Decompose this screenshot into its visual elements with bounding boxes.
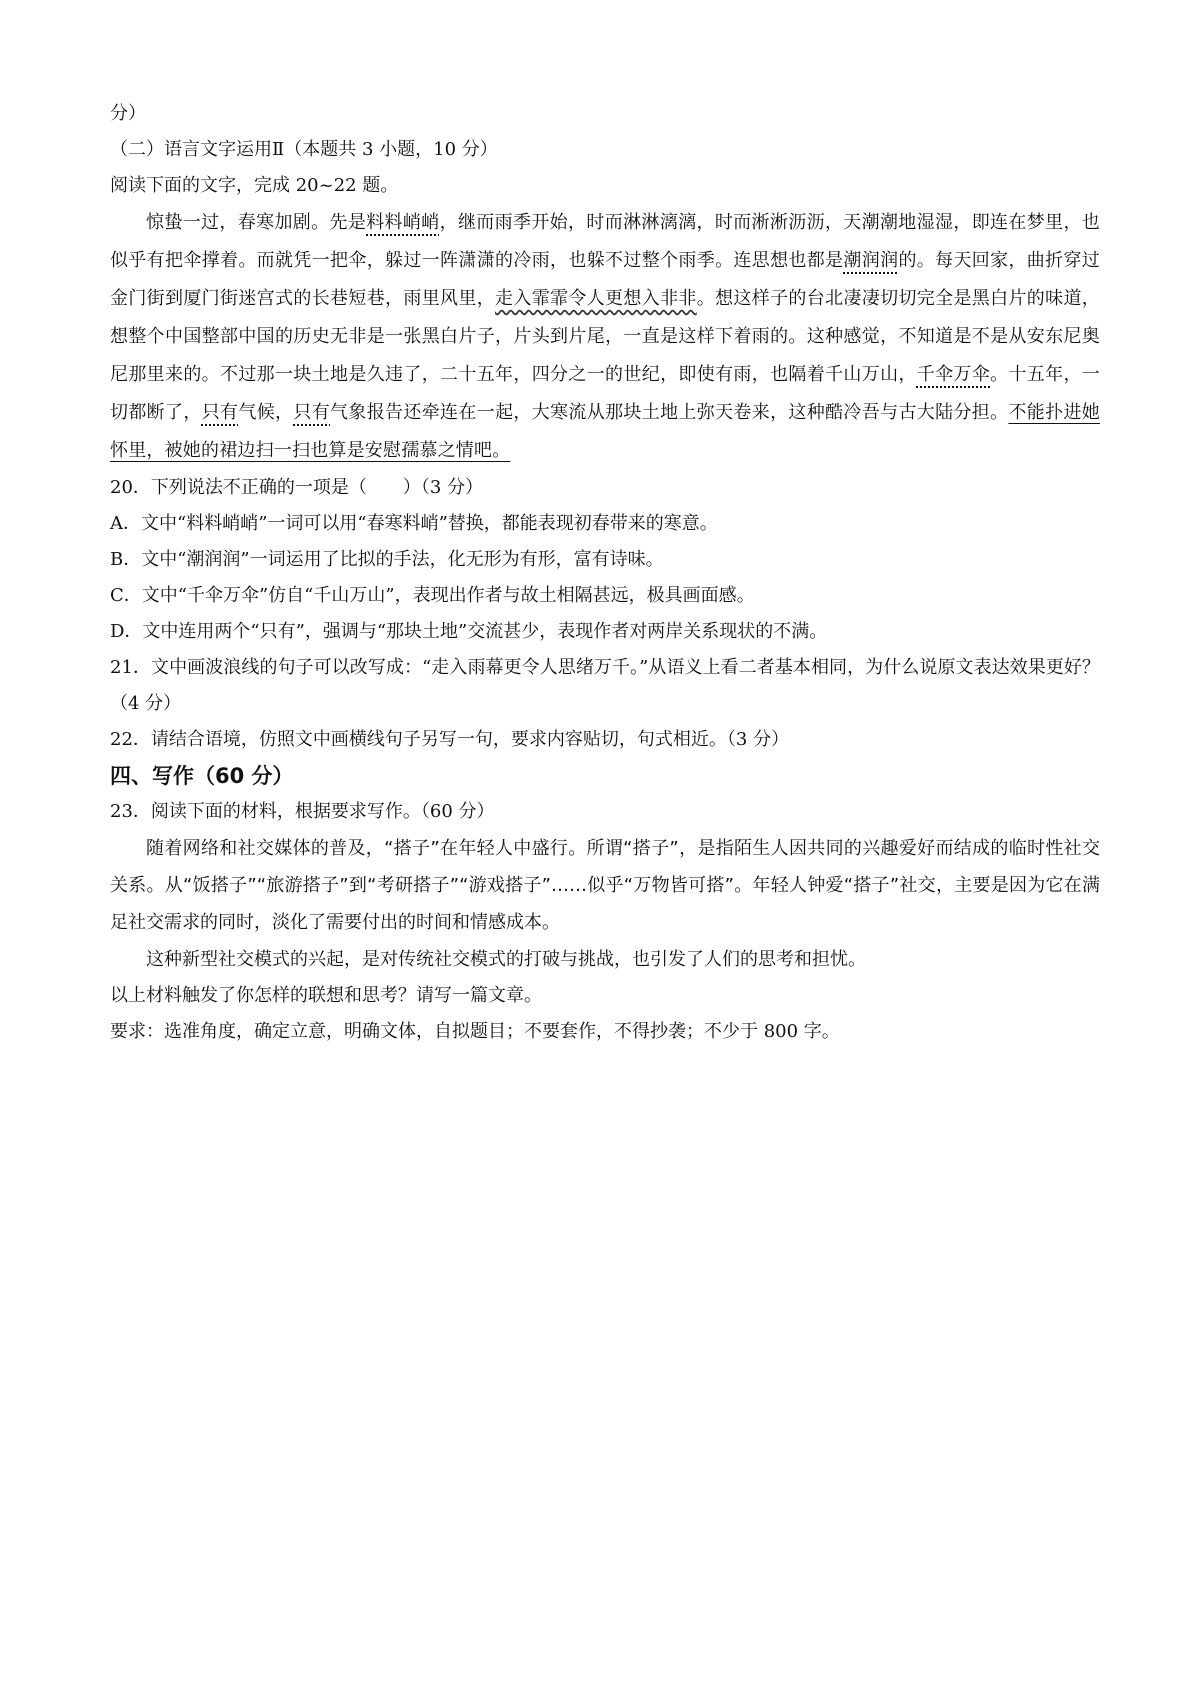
previous-question-fragment: 分） bbox=[110, 103, 146, 124]
dotted-phrase-qiansanwansan: 千伞万伞 bbox=[916, 364, 991, 385]
question-20-option-b: B．文中“潮润润”一词运用了比拟的手法，化无形为有形，富有诗味。 bbox=[110, 549, 664, 570]
question-22: 22．请结合语境，仿照文中画横线句子另写一句，要求内容贴切，句式相近。（3 分） bbox=[110, 729, 790, 750]
section-4-heading: 四、写作（60 分） bbox=[110, 764, 294, 788]
exam-page bbox=[110, 96, 1100, 1050]
writing-material-paragraph-1: 随着网络和社交媒体的普及，“搭子”在年轻人中盛行。所谓“搭子”，是指陌生人因共同的兴趣爱好而结成的临时性社交关系。从“饭搭子”“旅游搭子”到“考研搭子”“游戏搭子”……似乎“万物皆可搭”。年轻人钟爱“搭子”社交，主要是因为它在满足社交需求的同时，淡化了需要付出的时间和情感成本。 bbox=[110, 838, 1100, 933]
wavy-underlined-sentence: 走入霏霏令人更想入非非 bbox=[495, 288, 697, 309]
section-2-instruction: 阅读下面的文字，完成 20~22 题。 bbox=[110, 175, 399, 196]
dotted-phrase-liaoliaoqiaoqiao: 料料峭峭 bbox=[366, 212, 440, 233]
reading-passage bbox=[110, 204, 1100, 470]
question-20-option-d: D．文中连用两个“只有”，强调与“那块土地”交流甚少，表现作者对两岸关系现状的不满。 bbox=[110, 621, 828, 642]
question-21: 21．文中画波浪线的句子可以改写成：“走入雨幕更令人思绪万千。”从语义上看二者基本相同，为什么说原文表达效果更好？（4 分） bbox=[110, 657, 1100, 714]
straight-underlined-sentence: 不能扑进她怀里，被她的裙边扫一扫也算是安慰孺慕之情吧。 bbox=[110, 402, 1100, 461]
dotted-phrase-zhiyou-1: 只有 bbox=[201, 402, 239, 423]
question-20-option-c: C．文中“千伞万伞”仿自“千山万山”，表现出作者与故土相隔甚远，极具画面感。 bbox=[110, 585, 755, 606]
dotted-phrase-chaorunrun: 潮润润 bbox=[843, 250, 899, 271]
passage-text: 气象报告还牵连在一起，大寒流从那块土地上弥天卷来，这种酷冷吾与古大陆分担。 bbox=[330, 402, 1009, 423]
writing-requirements: 要求：选准角度，确定立意，明确文体，自拟题目；不要套作，不得抄袭；不少于 800 字。 bbox=[110, 1021, 840, 1042]
section-2-heading: （二）语言文字运用Ⅱ（本题共 3 小题，10 分） bbox=[110, 139, 498, 160]
question-23-stem: 23．阅读下面的材料，根据要求写作。（60 分） bbox=[110, 801, 495, 822]
question-20-option-a: A．文中“料料峭峭”一词可以用“春寒料峭”替换，都能表现初春带来的寒意。 bbox=[110, 513, 718, 534]
passage-text: 。想这样子的台北凄凄切切完全是黑白片的味道，想整个中国整部中国的历史无非是一张黑白片子，片头到片尾，一直是这样下着雨的。这种感觉，不知道是不是从安东尼奥尼那里来的。不过那一块土地是久违了，二十五年，四分之一的世纪，即使有雨，也隔着千山万山， bbox=[110, 288, 1100, 385]
passage-text: 惊蛰一过，春寒加剧。先是 bbox=[146, 212, 367, 233]
passage-text: 气候， bbox=[238, 402, 294, 423]
passage-text: 。十五年，一切都断了， bbox=[110, 364, 1100, 423]
dotted-phrase-zhiyou-2: 只有 bbox=[293, 402, 331, 423]
writing-material-paragraph-2: 这种新型社交模式的兴起，是对传统社交模式的打破与挑战，也引发了人们的思考和担忧。 bbox=[146, 949, 866, 970]
passage-text: 的。每天回家，曲折穿过金门街到厦门街迷宫式的长巷短巷，雨里风里， bbox=[110, 250, 1100, 309]
writing-prompt: 以上材料触发了你怎样的联想和思考？请写一篇文章。 bbox=[110, 985, 542, 1006]
question-20-stem: 20．下列说法不正确的一项是（ ）（3 分） bbox=[110, 477, 484, 498]
passage-text: ，继而雨季开始，时而淋淋漓漓，时而淅淅沥沥，天潮潮地湿湿，即连在梦里，也似乎有把伞撑着。而就凭一把伞，躲过一阵潇潇的冷雨，也躲不过整个雨季。连思想也都是 bbox=[110, 212, 1100, 271]
